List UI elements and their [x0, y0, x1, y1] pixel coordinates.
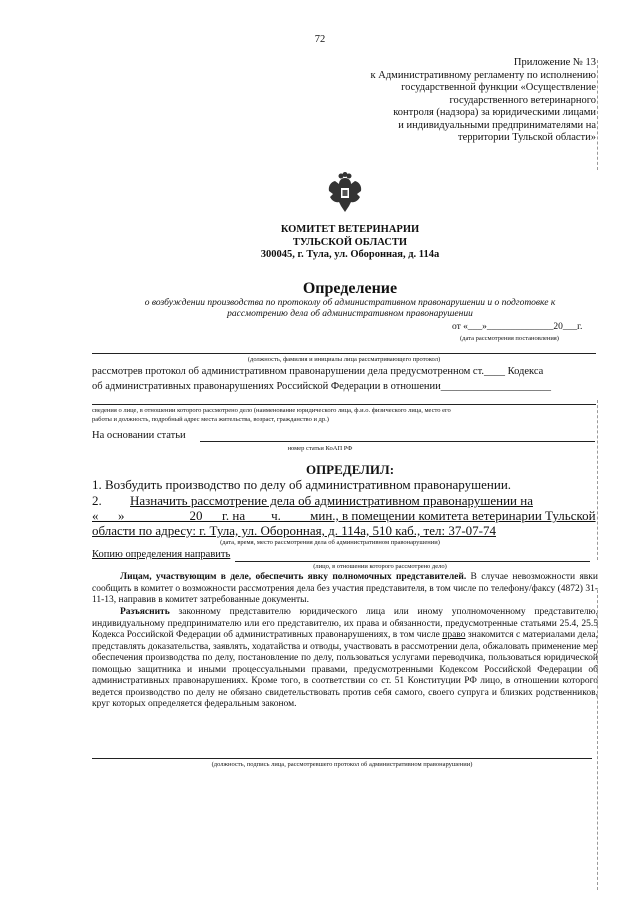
rights-text-a: законному представителю юридического лица или иному уполномоченному представителю, индивидуальному предпринимателю или его представителю, их права и обязанности, предусмотренные статьями 25.4, 25.5 Кодекса Российской Федерации об административных правонарушениях, в том числе: [92, 607, 598, 640]
official-line: [92, 353, 596, 354]
decided-heading: ОПРЕДЕЛИЛ:: [305, 462, 395, 477]
scan-mark: [597, 400, 598, 560]
attendance-text: В случае невозможности явки сообщить в комитет о возможности рассмотрения дела без участия представителя, в том числе по телефону/факсу (4872) 31-11-13, направив в комитет затребованные документы.: [92, 572, 598, 605]
annex-line: и индивидуальными предпринимателями на: [398, 119, 596, 131]
annex-line: государственного ветеринарного: [449, 94, 596, 106]
rights-text-b: знакомится с материалами дела, представлять доказательства, заявлять, ходатайства и отводы, участвовать в рассмотрении дела, обжаловать применение мер обеспечения производства по делу, постановление по делу, пользоваться услугами переводчика, пользоваться юридической помощью защитника и иными процессуальными правами, предусмотренными Кодексом Российской Федерации об административных правонарушениях. Кроме того, в соответствии со ст. 51 Конституции РФ лицо, в отношении которого ведется производство по делу не обязано свидетельствовать против себя самого, своего супруга и близких родственников, круг которых определяется федеральным законом.: [92, 630, 599, 709]
official-caption: (должность, фамилия и инициалы лица рассматривающего протокол): [247, 356, 441, 363]
hearing-caption: (дата, время, место рассмотрения дела об административном правонарушении): [220, 539, 440, 546]
rights-bold: Разъяснить: [120, 607, 170, 617]
annex-title: Приложение № 13: [513, 57, 596, 68]
rights-underlined: право: [442, 630, 466, 640]
copy-line: [235, 561, 590, 562]
org-name-line2: ТУЛЬСКОЙ ОБЛАСТИ: [292, 236, 408, 248]
document-subtitle-1: о возбуждении производства по протоколу об административном правонарушении и о подготовке к: [144, 298, 556, 308]
org-address: 300045, г. Тула, ул. Оборонная, д. 114а: [260, 249, 440, 260]
copy-label: Копию определения направить: [92, 549, 231, 560]
scan-mark: [597, 590, 598, 890]
russian-coat-of-arms-icon: [325, 172, 365, 216]
org-name-line1: КОМИТЕТ ВЕТЕРИНАРИИ: [280, 224, 420, 235]
document-title: Определение: [302, 280, 398, 297]
organization-block: [220, 224, 480, 262]
article-caption: номер статьи КоАП РФ: [287, 445, 353, 452]
page-number: 72: [314, 34, 326, 45]
attendance-bold: Лицам, участвующим в деле, обеспечить явку полномочных представителей.: [120, 572, 467, 582]
annex-line: к Административному регламенту по исполнению: [370, 69, 596, 81]
annex-line: государственной функции «Осуществление: [401, 82, 596, 93]
reviewed-line-2: об административных правонарушениях Российской Федерации в отношении_____________________: [92, 381, 552, 392]
annex-line: территории Тульской области»: [458, 132, 596, 143]
date-field: от «___»______________20___г.: [452, 322, 583, 332]
decision-item-2-text: Назначить рассмотрение дела об административном правонарушении на: [130, 493, 533, 508]
annex-line: контроля (надзора) за юридическими лицами: [393, 107, 596, 118]
signature-line: [92, 758, 592, 759]
attendance-paragraph: [92, 572, 598, 607]
person-line: [92, 404, 596, 405]
decision-item-2-number: 2.: [92, 493, 102, 508]
decision-item-2-line3: области по адресу: г. Тула, ул. Оборонная, д. 114а, 510 каб., тел: 37-07-74: [92, 523, 496, 538]
person-caption-2: работы и должность, подробный адрес места жительства, возраст, гражданство и др.): [92, 416, 329, 423]
scan-mark: [597, 60, 598, 170]
person-caption-1: сведения о лице, в отношении которого рассмотрено дело (наименование юридического лица, ф.и.о. физического лица, место его: [92, 407, 451, 414]
document-subtitle-2: рассмотрению дела об административном правонарушении: [227, 309, 473, 319]
rights-paragraph: [92, 607, 598, 711]
basis-line: [200, 441, 595, 442]
reviewed-line-1: рассмотрев протокол об административном правонарушении дела предусмотренном ст.____ Кодекса: [92, 366, 544, 377]
decision-item-1: 1. Возбудить производство по делу об административном правонарушении.: [92, 477, 512, 492]
basis-label: На основании статьи: [92, 430, 186, 441]
copy-caption: (лицо, в отношении которого рассмотрено дело): [313, 563, 447, 570]
signature-caption: (должность, подпись лица, рассмотревшего протокол об административном правонарушении): [211, 761, 473, 768]
date-caption: (дата рассмотрения постановления): [460, 335, 559, 342]
annex-block: [330, 57, 596, 145]
decision-item-2-line2: «___»__________20___г. на ___ ч. ____мин., в помещении комитета ветеринарии Тульской: [92, 508, 596, 523]
